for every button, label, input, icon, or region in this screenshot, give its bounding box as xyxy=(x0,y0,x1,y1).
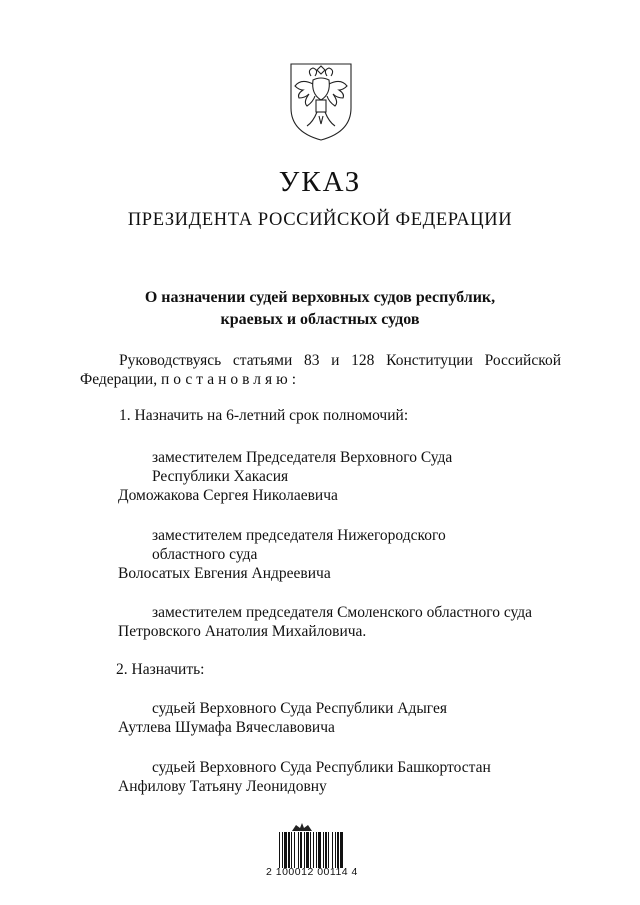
item-2b-appointee-name: Анфилову Татьяну Леонидовну xyxy=(118,778,327,795)
document-subtitle: ПРЕЗИДЕНТА РОССИЙСКОЙ ФЕДЕРАЦИИ xyxy=(127,210,513,230)
item-1b-position-line-1: заместителем председателя Нижегородского xyxy=(152,527,446,544)
item-1-title: 1. Назначить на 6-летний срок полномочий: xyxy=(119,407,409,424)
item-2a-position-line-1: судьей Верховного Суда Республики Адыгея xyxy=(152,700,447,717)
preamble-line-2 xyxy=(80,371,300,389)
item-2-title: 2. Назначить: xyxy=(116,661,205,678)
item-2b-position-line-1: судьей Верховного Суда Республики Башкортостан xyxy=(152,759,491,776)
item-1a-appointee-name: Доможакова Сергея Николаевича xyxy=(118,487,338,504)
item-1a-position-line-1: заместителем Председателя Верховного Суда xyxy=(152,449,453,466)
decree-heading xyxy=(120,287,520,331)
russian-coat-of-arms-icon xyxy=(283,60,359,142)
item-1b-position-line-2: областного суда xyxy=(152,546,258,563)
item-1a-position-line-2: Республики Хакасия xyxy=(152,468,289,485)
preamble-prefix: Федерации, xyxy=(80,371,158,388)
decree-word: постановляю: xyxy=(160,371,301,388)
heading-line-1: О назначении судей верховных судов республик, xyxy=(144,289,496,306)
item-1b-appointee-name: Волосатых Евгения Андреевича xyxy=(118,565,331,582)
item-2a-appointee-name: Аутлева Шумафа Вячеславовича xyxy=(118,719,335,736)
eagle-mark-icon xyxy=(290,822,314,832)
item-1c-appointee-name: Петровского Анатолия Михайловича. xyxy=(118,623,367,640)
barcode-icon xyxy=(278,832,374,868)
heading-line-2: краевых и областных судов xyxy=(220,311,420,328)
document-title: УКАЗ xyxy=(278,166,362,198)
item-1c-position-line-1: заместителем председателя Смоленского областного суда xyxy=(152,604,533,621)
barcode-number: 2 100012 00114 4 xyxy=(266,866,358,878)
preamble-line-1: Руководствуясь статьями 83 и 128 Конституции Российской xyxy=(119,352,561,369)
